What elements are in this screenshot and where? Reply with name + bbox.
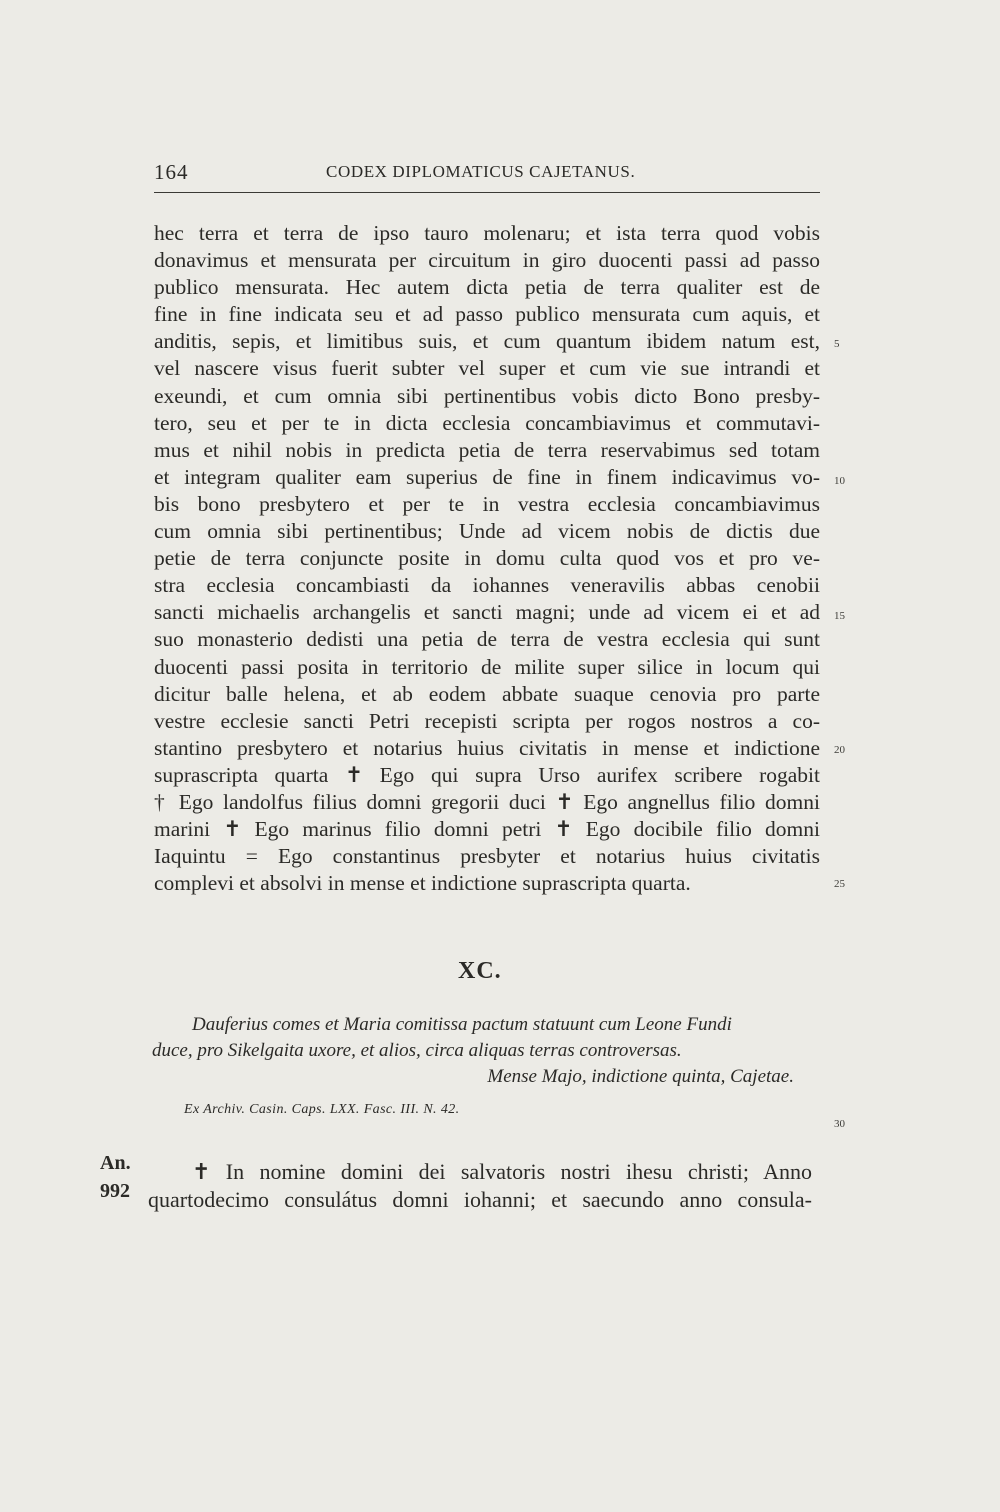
text-line: sancti michaelis archangelis et sancti magni; unde ad vicem ei et ad — [154, 600, 820, 625]
text-line: quartodecimo consulátus domni iohanni; et saecundo anno consula- — [148, 1187, 812, 1212]
text-line: ✝ In nomine domini dei salvatoris nostri ihesu christi; Anno — [192, 1159, 812, 1184]
text-line: anditis, sepis, et limitibus suis, et cum quantum ibidem natum est, — [154, 329, 820, 354]
text-line: vel nascere visus fuerit subter vel super et cum vie sue intrandi et — [154, 356, 820, 381]
text-line: bis bono presbytero et per te in vestra ecclesia concambiavimus — [154, 491, 820, 516]
document-text — [148, 1158, 812, 1214]
page-header — [154, 160, 820, 186]
text-line: tero, seu et per te in dicta ecclesia concambiavimus et commutavi- — [154, 410, 820, 435]
summary-line: Dauferius comes et Maria comitissa pactum statuunt cum Leone Fundi — [192, 1014, 732, 1035]
main-text — [154, 220, 820, 897]
line-number-5: 5 — [834, 338, 840, 350]
line-number-10: 10 — [834, 475, 845, 487]
line-number-15: 15 — [834, 610, 845, 622]
text-line: vestre ecclesie sancti Petri recepisti scripta per rogos nostros a co- — [154, 708, 820, 733]
header-rule — [154, 192, 820, 193]
document-date: Mense Majo, indictione quinta, Cajetae. — [487, 1066, 794, 1087]
text-line: dicitur balle helena, et ab eodem abbate suaque cenovia pro parte — [154, 681, 820, 706]
text-line: mus et nihil nobis in predicta petia de terra reservabimus sed totam — [154, 437, 820, 462]
text-line: cum omnia sibi pertinentibus; Unde ad vicem nobis de dictis due — [154, 519, 820, 544]
document-number: XC. — [458, 958, 502, 984]
text-line: stantino presbytero et notarius huius civitatis in mense et indictione — [154, 735, 820, 760]
text-line: et integram qualiter eam superius de fine in finem indicavimus vo- — [154, 464, 820, 489]
line-number-30: 30 — [834, 1118, 845, 1130]
document-summary — [152, 1012, 816, 1090]
margin-year: 992 — [100, 1180, 130, 1202]
line-number-25: 25 — [834, 878, 845, 890]
text-line: suprascripta quarta ✝ Ego qui supra Urso aurifex scribere rogabit — [154, 762, 820, 787]
text-line: publico mensurata. Hec autem dicta petia de terra qualiter est de — [154, 275, 820, 300]
text-line: † Ego landolfus filius domni gregorii duci ✝ Ego angnellus filio domni — [154, 789, 820, 814]
text-line: complevi et absolvi in mense et indictione suprascripta quarta. — [154, 871, 691, 896]
text-line: marini ✝ Ego marinus filio domni petri ✝ Ego docibile filio domni — [154, 817, 820, 842]
page-number: 164 — [154, 160, 189, 184]
text-line: donavimus et mensurata per circuitum in giro duocenti passi ad passo — [154, 248, 820, 273]
text-line: petie de terra conjuncte posite in domu culta quod vos et pro ve- — [154, 546, 820, 571]
text-line: Iaquintu = Ego constantinus presbyter et notarius huius civitatis — [154, 844, 820, 869]
text-line: fine in fine indicata seu et ad passo publico mensurata cum aquis, et — [154, 302, 820, 327]
text-line: duocenti passi posita in territorio de milite super silice in locum qui — [154, 654, 820, 679]
running-title: CODEX DIPLOMATICUS CAJETANUS. — [326, 162, 636, 181]
summary-line: duce, pro Sikelgaita uxore, et alios, circa aliquas terras controversas. — [152, 1040, 682, 1061]
archive-source: Ex Archiv. Casin. Caps. LXX. Fasc. III. N. 42. — [184, 1102, 460, 1117]
margin-label: An. — [100, 1152, 131, 1174]
text-line: exeundi, et cum omnia sibi pertinentibus vobis dicto Bono presby- — [154, 383, 820, 408]
line-number-20: 20 — [834, 744, 845, 756]
text-line: stra ecclesia concambiasti da iohannes veneravilis abbas cenobii — [154, 573, 820, 598]
text-line: hec terra et terra de ipso tauro molenaru; et ista terra quod vobis — [154, 221, 820, 245]
text-line: suo monasterio dedisti una petia de terra de vestra ecclesia qui sunt — [154, 627, 820, 652]
